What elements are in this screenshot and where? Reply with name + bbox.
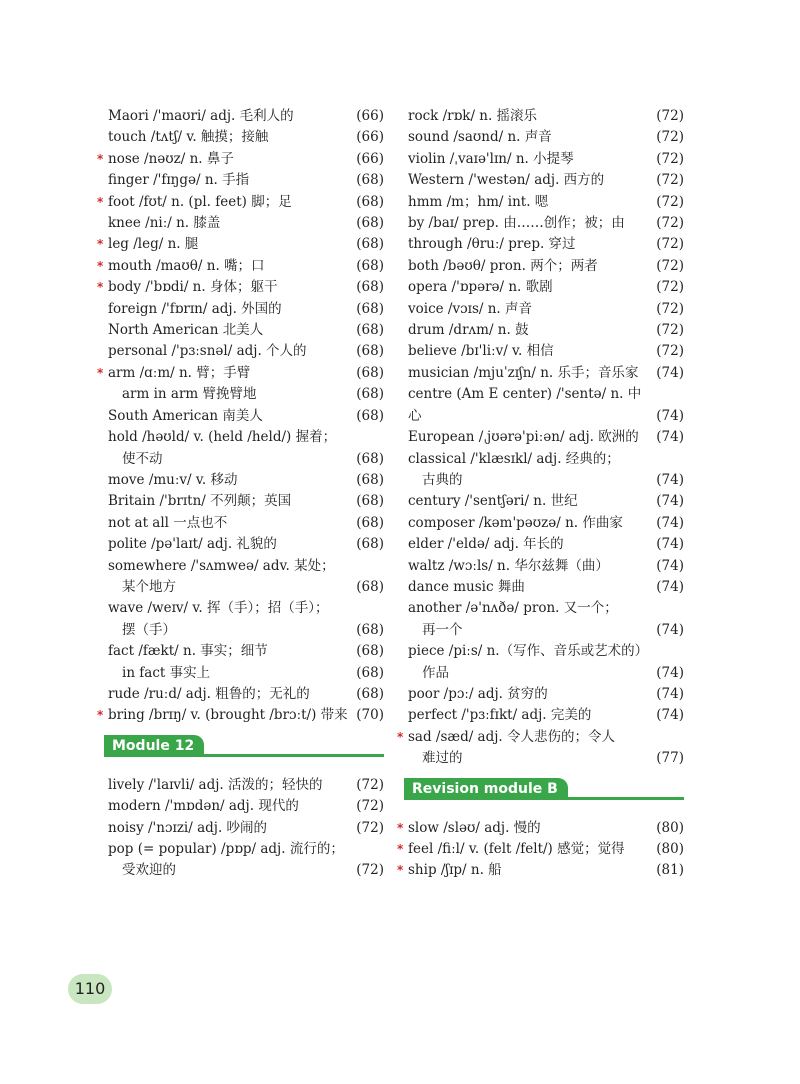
vocab-entry xyxy=(108,491,384,512)
vocab-entry xyxy=(408,491,684,512)
left-entries-2 xyxy=(108,775,384,882)
entry-text: centre (Am E center) /'sentə/ n. 中心 xyxy=(408,386,642,424)
entry-text: 再一个 xyxy=(422,621,463,638)
vocab-entry xyxy=(97,277,384,298)
vocab-entry xyxy=(408,470,684,491)
entry-page-ref: (68) xyxy=(356,643,384,660)
entry-text: Britain /'brɪtn/ 不列颠；英国 xyxy=(108,493,292,510)
vocab-entry xyxy=(97,256,384,277)
entry-text: rock /rɒk/ n. 摇滚乐 xyxy=(408,108,538,124)
vocab-entry xyxy=(408,620,684,641)
entry-page-ref: (72) xyxy=(656,215,684,232)
vocab-entry xyxy=(408,341,684,362)
page-number: 110 xyxy=(68,974,112,1004)
entry-text: 摆（手） xyxy=(122,621,176,638)
module-title: Module 12 xyxy=(104,735,204,757)
entry-text: noisy /'nɔɪzi/ adj. 吵闹的 xyxy=(108,819,268,836)
entry-page-ref: (72) xyxy=(656,279,684,296)
entry-text: foot /fʊt/ n. (pl. feet) 脚；足 xyxy=(108,193,292,210)
entry-text: 作品 xyxy=(422,664,449,681)
entry-page-ref: (68) xyxy=(356,257,384,274)
entry-page-ref: (68) xyxy=(356,514,384,531)
entry-text: 难过的 xyxy=(422,750,463,767)
entry-text: both /bəʊθ/ pron. 两个；两者 xyxy=(408,257,598,274)
vocab-entry xyxy=(408,705,684,726)
entry-page-ref: (74) xyxy=(656,493,684,510)
vocab-entry xyxy=(408,449,684,470)
entry-page-ref: (74) xyxy=(656,514,684,531)
entry-page-ref: (68) xyxy=(356,386,384,403)
vocab-entry xyxy=(408,556,684,577)
vocab-entry xyxy=(108,796,384,817)
entry-text: foreign /'fɒrɪn/ adj. 外国的 xyxy=(108,300,282,317)
right-entries-1 xyxy=(397,106,684,770)
entry-text: drum /drʌm/ n. 鼓 xyxy=(408,322,529,339)
entry-text: voice /vɔɪs/ n. 声音 xyxy=(408,300,533,317)
module-12-heading xyxy=(104,735,384,763)
vocab-entry xyxy=(108,427,384,448)
key-word-star-icon: * xyxy=(397,729,404,744)
vocab-entry xyxy=(408,234,684,255)
entry-text: arm in arm 臂挽臂地 xyxy=(122,386,257,403)
vocab-entry xyxy=(108,775,384,796)
entry-text: wave /weɪv/ v. 挥（手）；招（手）； xyxy=(108,600,329,617)
entry-text: polite /pə'laɪt/ adj. 礼貌的 xyxy=(108,536,277,553)
entry-text: piece /piːs/ n.（写作、音乐或艺术的） xyxy=(408,643,649,660)
entry-text: slow /sləʊ/ adj. 慢的 xyxy=(408,819,541,836)
entry-text: South American 南美人 xyxy=(108,407,263,424)
left-entries-1 xyxy=(97,106,384,727)
entry-page-ref: (72) xyxy=(656,343,684,360)
vocab-entry xyxy=(408,170,684,191)
entry-page-ref: (68) xyxy=(356,578,384,595)
entry-text: 受欢迎的 xyxy=(122,862,176,879)
entry-text: hmm /m；hm/ int. 嗯 xyxy=(408,193,549,210)
entry-text: waltz /wɔːls/ n. 华尔兹舞（曲） xyxy=(408,557,609,574)
vocab-entry xyxy=(408,363,684,384)
entry-text: perfect /'pɜːfɪkt/ adj. 完美的 xyxy=(408,707,592,724)
right-entries-2 xyxy=(397,818,684,882)
entry-text: violin /ˌvaɪə'lɪn/ n. 小提琴 xyxy=(408,150,574,167)
entry-text: bring /brɪŋ/ v. (brought /brɔːt/) 带来 xyxy=(108,707,348,724)
entry-page-ref: (68) xyxy=(356,493,384,510)
key-word-star-icon: * xyxy=(97,280,104,295)
vocab-entry xyxy=(108,598,384,619)
entry-text: modern /'mɒdən/ adj. 现代的 xyxy=(108,798,299,815)
vocab-entry xyxy=(408,106,684,127)
entry-page-ref: (72) xyxy=(656,236,684,253)
entry-text: composer /kəm'pəʊzə/ n. 作曲家 xyxy=(408,514,623,531)
entry-page-ref: (72) xyxy=(656,193,684,210)
vocab-entry xyxy=(408,748,684,769)
entry-text: North American 北美人 xyxy=(108,322,264,339)
key-word-star-icon: * xyxy=(97,365,104,380)
key-word-star-icon: * xyxy=(97,151,104,166)
vocab-entry xyxy=(97,234,384,255)
entry-page-ref: (68) xyxy=(356,407,384,424)
entry-page-ref: (72) xyxy=(656,322,684,339)
entry-text: 使不动 xyxy=(122,450,163,467)
entry-page-ref: (80) xyxy=(656,841,684,857)
entry-page-ref: (72) xyxy=(656,257,684,274)
left-column xyxy=(97,106,384,882)
key-word-star-icon: * xyxy=(97,194,104,209)
vocab-entry xyxy=(408,384,684,427)
entry-text: rude /ruːd/ adj. 粗鲁的；无礼的 xyxy=(108,685,310,702)
vocab-entry xyxy=(108,641,384,662)
key-word-star-icon: * xyxy=(97,237,104,252)
entry-text: personal /'pɜːsnəl/ adj. 个人的 xyxy=(108,343,307,360)
entry-text: believe /bɪ'liːv/ v. 相信 xyxy=(408,343,554,360)
entry-page-ref: (68) xyxy=(356,450,384,467)
entry-page-ref: (72) xyxy=(356,776,384,793)
entry-text: through /θruː/ prep. 穿过 xyxy=(408,236,576,253)
entry-page-ref: (70) xyxy=(356,707,384,724)
vocab-entry xyxy=(408,213,684,234)
entry-text: not at all 一点也不 xyxy=(108,514,228,531)
vocab-entry xyxy=(108,818,384,839)
entry-page-ref: (72) xyxy=(656,129,684,146)
entry-text: move /muːv/ v. 移动 xyxy=(108,471,238,488)
vocab-entry xyxy=(108,534,384,555)
vocab-entry xyxy=(108,384,384,405)
vocab-entry xyxy=(97,149,384,170)
entry-text: 某个地方 xyxy=(122,578,176,595)
vocab-entry xyxy=(408,598,684,619)
vocab-entry xyxy=(408,277,684,298)
vocab-entry xyxy=(108,170,384,191)
entry-page-ref: (72) xyxy=(656,108,684,124)
vocab-entry xyxy=(397,727,684,748)
vocab-entry xyxy=(108,470,384,491)
vocab-entry xyxy=(408,577,684,598)
entry-page-ref: (68) xyxy=(356,685,384,702)
vocab-entry xyxy=(408,149,684,170)
vocab-entry xyxy=(108,106,384,127)
entry-page-ref: (74) xyxy=(656,621,684,638)
vocab-entry xyxy=(408,534,684,555)
vocab-entry xyxy=(108,127,384,148)
entry-page-ref: (74) xyxy=(656,471,684,488)
vocab-entry xyxy=(408,641,684,662)
entry-text: somewhere /'sʌmweə/ adv. 某处； xyxy=(108,557,335,574)
revision-module-b-heading xyxy=(404,778,684,806)
entry-text: ship /ʃɪp/ n. 船 xyxy=(408,862,502,879)
entry-text: sad /sæd/ adj. 令人悲伤的；令人 xyxy=(408,728,616,745)
entry-text: 古典的 xyxy=(422,471,463,488)
vocab-entry xyxy=(108,684,384,705)
vocab-entry xyxy=(108,663,384,684)
entry-text: poor /pɔː/ adj. 贫穷的 xyxy=(408,685,548,702)
vocab-entry xyxy=(408,127,684,148)
vocab-entry xyxy=(108,860,384,881)
entry-page-ref: (68) xyxy=(356,621,384,638)
vocab-entry xyxy=(97,363,384,384)
vocab-entry xyxy=(408,663,684,684)
entry-page-ref: (74) xyxy=(656,536,684,553)
entry-page-ref: (81) xyxy=(656,862,684,879)
entry-page-ref: (74) xyxy=(656,429,684,446)
entry-page-ref: (66) xyxy=(356,129,384,146)
entry-page-ref: (72) xyxy=(356,862,384,879)
entry-page-ref: (66) xyxy=(356,108,384,124)
vocab-entry xyxy=(397,839,684,860)
key-word-star-icon: * xyxy=(97,708,104,723)
entry-page-ref: (74) xyxy=(656,407,684,424)
vocab-entry xyxy=(108,577,384,598)
vocab-entry xyxy=(97,192,384,213)
entry-text: by /baɪ/ prep. 由……创作；被；由 xyxy=(408,215,625,232)
entry-page-ref: (68) xyxy=(356,279,384,296)
entry-page-ref: (72) xyxy=(656,300,684,317)
entry-text: Maori /'maʊri/ adj. 毛利人的 xyxy=(108,108,294,124)
key-word-star-icon: * xyxy=(397,842,404,856)
entry-page-ref: (74) xyxy=(656,664,684,681)
entry-page-ref: (77) xyxy=(656,750,684,767)
entry-text: classical /'klæsɪkl/ adj. 经典的； xyxy=(408,450,620,467)
entry-page-ref: (68) xyxy=(356,215,384,232)
key-word-star-icon: * xyxy=(397,820,404,835)
entry-text: elder /'eldə/ adj. 年长的 xyxy=(408,536,564,553)
entry-text: leg /leg/ n. 腿 xyxy=(108,236,199,253)
entry-page-ref: (66) xyxy=(356,150,384,167)
entry-text: mouth /maʊθ/ n. 嘴；口 xyxy=(108,257,265,274)
vocab-entry xyxy=(408,256,684,277)
entry-text: feel /fiːl/ v. (felt /felt/) 感觉；觉得 xyxy=(408,841,625,857)
entry-page-ref: (74) xyxy=(656,685,684,702)
entry-page-ref: (74) xyxy=(656,364,684,381)
entry-text: European /ˌjʊərə'piːən/ adj. 欧洲的 xyxy=(408,429,639,446)
vocab-entry xyxy=(408,299,684,320)
entry-text: fact /fækt/ n. 事实；细节 xyxy=(108,643,268,660)
entry-text: hold /həʊld/ v. (held /held/) 握着； xyxy=(108,429,337,446)
entry-text: arm /ɑːm/ n. 臂；手臂 xyxy=(108,364,251,381)
vocab-entry xyxy=(108,449,384,470)
vocab-entry xyxy=(108,320,384,341)
vocab-entry xyxy=(97,705,384,726)
entry-page-ref: (68) xyxy=(356,172,384,189)
entry-page-ref: (68) xyxy=(356,236,384,253)
entry-text: sound /saʊnd/ n. 声音 xyxy=(408,129,552,146)
key-word-star-icon: * xyxy=(97,258,104,273)
entry-page-ref: (68) xyxy=(356,364,384,381)
entry-text: Western /'westən/ adj. 西方的 xyxy=(408,172,605,189)
entry-text: musician /mjuˈzɪʃn/ n. 乐手；音乐家 xyxy=(408,364,639,381)
vocab-entry xyxy=(108,839,384,860)
entry-text: lively /'laɪvli/ adj. 活泼的；轻快的 xyxy=(108,776,323,793)
entry-text: finger /'fɪŋgə/ n. 手指 xyxy=(108,172,250,189)
vocab-entry xyxy=(108,620,384,641)
entry-text: knee /niː/ n. 膝盖 xyxy=(108,215,221,232)
right-column xyxy=(397,106,684,882)
vocab-entry xyxy=(408,513,684,534)
entry-page-ref: (74) xyxy=(656,578,684,595)
entry-page-ref: (68) xyxy=(356,300,384,317)
vocab-entry xyxy=(108,341,384,362)
entry-text: touch /tʌtʃ/ v. 触摸；接触 xyxy=(108,129,269,146)
vocab-entry xyxy=(397,860,684,881)
vocab-entry xyxy=(408,320,684,341)
vocab-entry xyxy=(108,299,384,320)
entry-text: opera /'ɒpərə/ n. 歌剧 xyxy=(408,279,553,296)
entry-page-ref: (68) xyxy=(356,193,384,210)
entry-text: body /'bɒdi/ n. 身体；躯干 xyxy=(108,279,278,296)
vocab-entry xyxy=(108,556,384,577)
entry-text: another /ə'nʌðə/ pron. 又一个； xyxy=(408,600,618,617)
entry-text: nose /nəʊz/ n. 鼻子 xyxy=(108,150,234,167)
key-word-star-icon: * xyxy=(397,863,404,878)
entry-page-ref: (68) xyxy=(356,471,384,488)
vocab-entry xyxy=(397,818,684,839)
entry-page-ref: (74) xyxy=(656,707,684,724)
entry-text: in fact 事实上 xyxy=(122,664,211,681)
entry-page-ref: (72) xyxy=(656,172,684,189)
vocab-entry xyxy=(108,513,384,534)
entry-page-ref: (68) xyxy=(356,664,384,681)
vocab-entry xyxy=(108,406,384,427)
entry-text: century /'sentʃəri/ n. 世纪 xyxy=(408,493,578,510)
entry-page-ref: (72) xyxy=(356,798,384,815)
entry-page-ref: (68) xyxy=(356,536,384,553)
entry-page-ref: (74) xyxy=(656,557,684,574)
entry-page-ref: (68) xyxy=(356,343,384,360)
entry-text: dance music 舞曲 xyxy=(408,578,525,595)
vocab-entry xyxy=(408,684,684,705)
vocab-entry xyxy=(408,192,684,213)
entry-page-ref: (72) xyxy=(356,819,384,836)
vocab-entry xyxy=(108,213,384,234)
entry-page-ref: (72) xyxy=(656,150,684,167)
entry-page-ref: (68) xyxy=(356,322,384,339)
entry-text: pop (= popular) /pɒp/ adj. 流行的； xyxy=(108,841,344,857)
module-title: Revision module B xyxy=(404,778,568,800)
entry-page-ref: (80) xyxy=(656,819,684,836)
vocab-entry xyxy=(408,427,684,448)
